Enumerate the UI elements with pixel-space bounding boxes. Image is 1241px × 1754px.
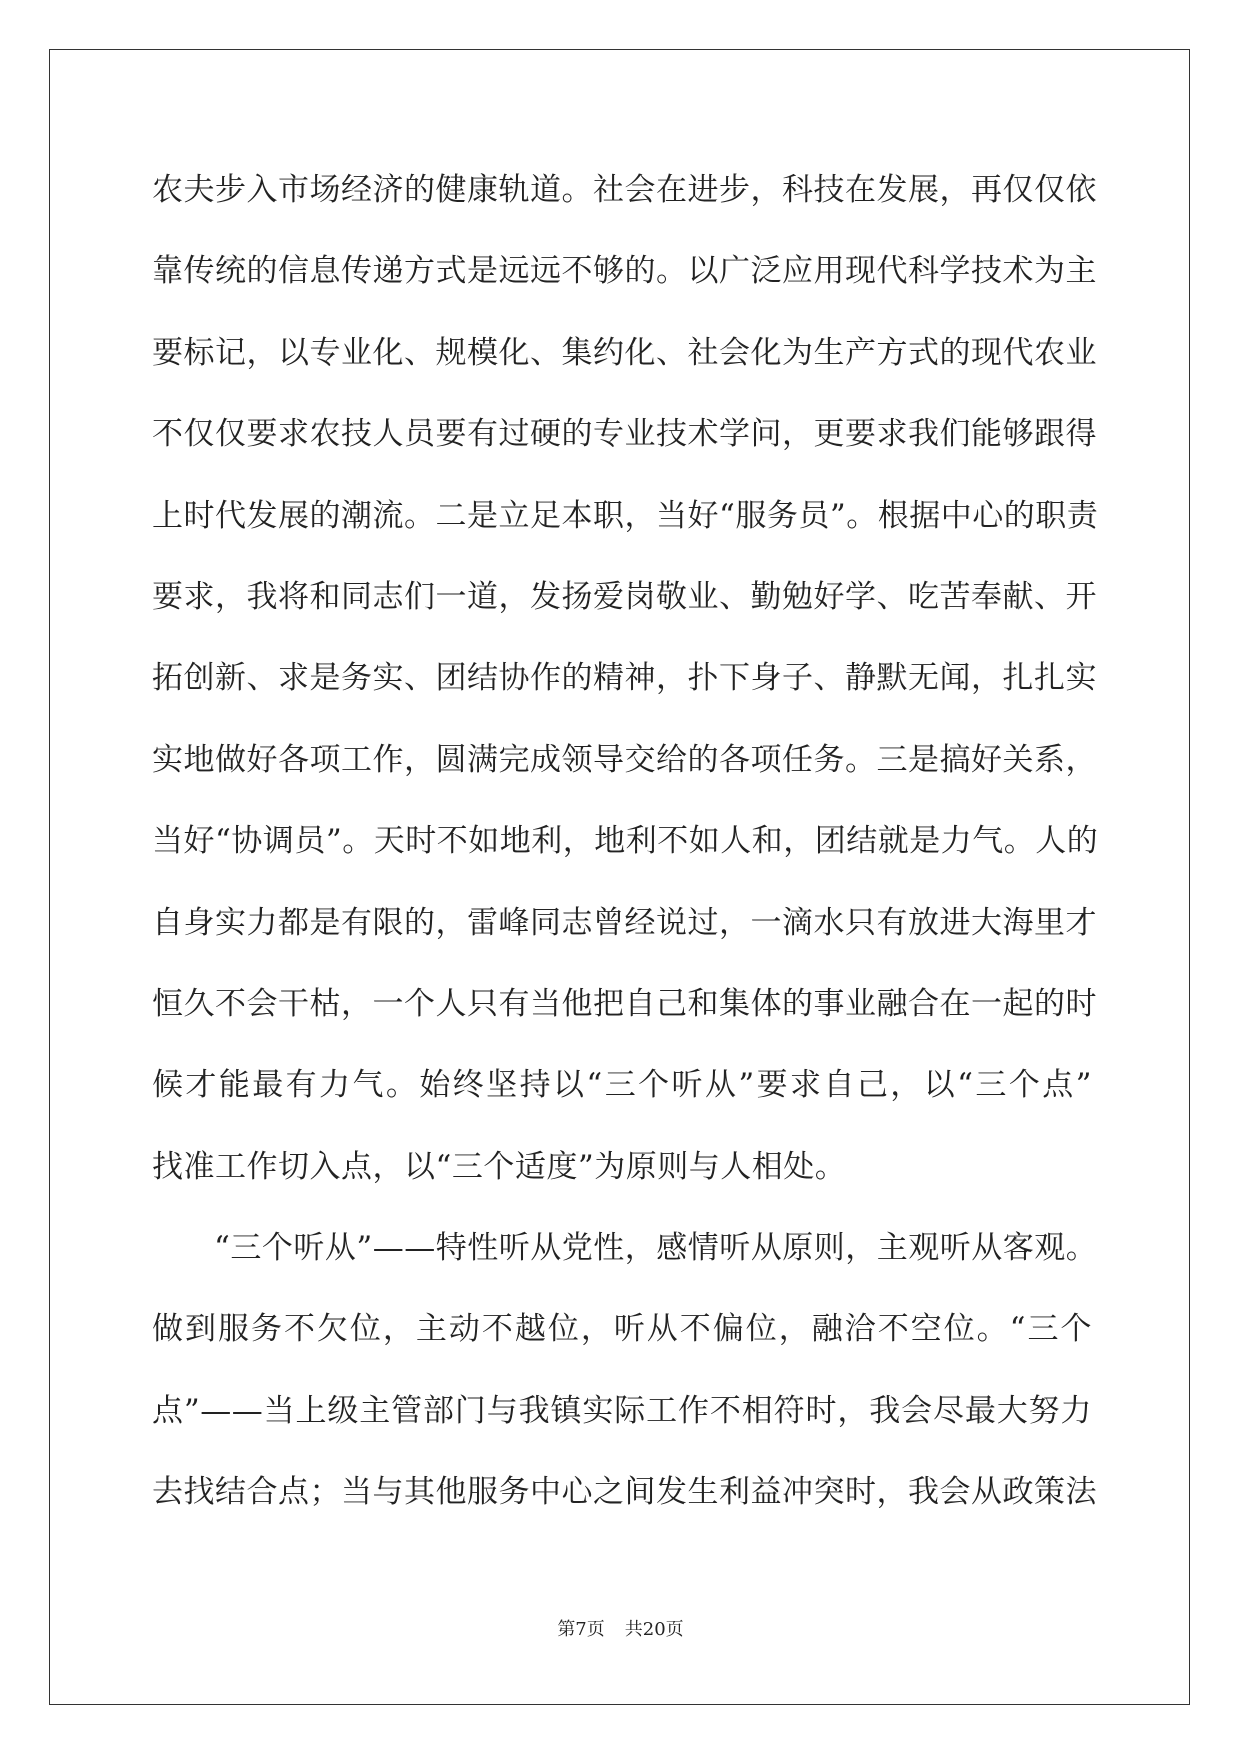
page-total: 共20页 — [624, 1619, 684, 1640]
text-line-17: 去找结合点；当与其他服务中心之间发生利益冲突时，我会从政策法 — [152, 1474, 1097, 1511]
body-text — [152, 162, 1099, 1546]
text-line-13: 找准工作切入点，以“三个适度”为原则与人相处。 — [152, 1148, 847, 1185]
text-line-12: 候才能最有力气。始终坚持以“三个听从”要求自己，以“三个点” — [152, 1067, 1092, 1104]
text-line-10: 自身实力都是有限的，雷峰同志曾经说过，一滴水只有放进大海里才 — [152, 904, 1097, 941]
text-line-7: 拓创新、求是务实、团结协作的精神，扑下身子、静默无闻，扎扎实 — [152, 660, 1097, 697]
text-line-5: 上时代发展的潮流。二是立足本职，当好“服务员”。根据中心的职责 — [152, 497, 1099, 534]
text-line-6: 要求，我将和同志们一道，发扬爱岗敬业、勤勉好学、吃苦奉献、开 — [152, 578, 1097, 615]
text-line-14: “三个听从”——特性听从党性，感情听从原则，主观听从客观。 — [214, 1230, 1098, 1267]
text-line-2: 靠传统的信息传递方式是远远不够的。以广泛应用现代科学技术为主 — [152, 253, 1097, 290]
text-line-9: 当好“协调员”。天时不如地利，地利不如人和，团结就是力气。人的 — [152, 823, 1099, 860]
page-footer — [0, 1618, 1241, 1642]
page-number: 第7页 — [557, 1619, 605, 1640]
text-line-3: 要标记，以专业化、规模化、集约化、社会化为生产方式的现代农业 — [152, 334, 1097, 371]
text-line-4: 不仅仅要求农技人员要有过硬的专业技术学问，更要求我们能够跟得 — [152, 416, 1097, 453]
text-line-11: 恒久不会干枯，一个人只有当他把自己和集体的事业融合在一起的时 — [152, 985, 1097, 1022]
text-line-15: 做到服务不欠位，主动不越位，听从不偏位，融洽不空位。“三个 — [152, 1311, 1092, 1348]
text-line-8: 实地做好各项工作，圆满完成领导交给的各项任务。三是搞好关系， — [152, 741, 1097, 778]
text-line-1: 农夫步入市场经济的健康轨道。社会在进步，科技在发展，再仅仅依 — [152, 172, 1097, 208]
text-line-16: 点”——当上级主管部门与我镇实际工作不相符时，我会尽最大努力 — [152, 1392, 1092, 1429]
